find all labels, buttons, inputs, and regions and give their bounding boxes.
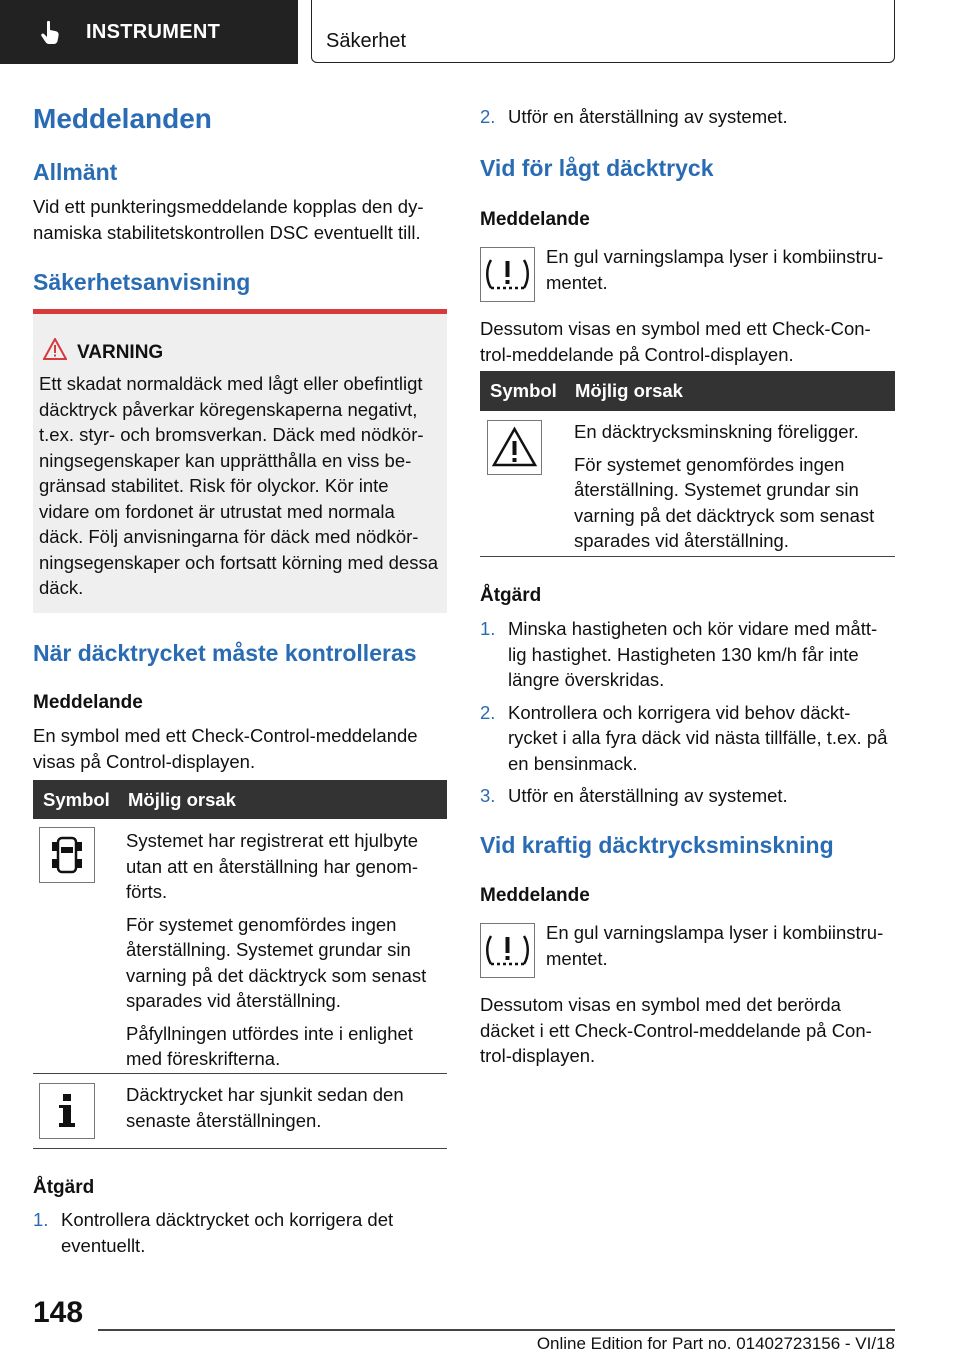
- warning-text: Ett skadat normaldäck med lågt eller obefintligt däcktryck påverkar köregenskaperna negativt, t.ex. styr- och bromsverkan. Däck med nödkör-ningsegenskaper kan upprätthålla en viss be-gränsad stabilitet. Risk för olyckor. Kör inte vidare om fordonet är utrustat med normala däck. Följ anvisningarna för däck med nödkör-ningsegenskaper och fortsatt körning med dessa däck.: [39, 373, 439, 598]
- cell-text: Systemet har registrerat ett hjulbyte utan att en återställning har genom-förts.: [126, 830, 419, 902]
- list-item: [480, 783, 895, 809]
- info-symbol: [39, 1083, 95, 1139]
- heading-kontroll: När däcktrycket måste kontrolleras: [33, 640, 417, 666]
- table-row-left-1: [126, 828, 444, 1079]
- heading-kraftig: Vid kraftig däcktrycksminskning: [480, 832, 834, 858]
- chapter-tab: [0, 0, 298, 64]
- list-item: [480, 616, 895, 693]
- lamp-text: En gul varningslampa lyser i kombiinstru-mentet.: [546, 246, 884, 293]
- car-tyres-icon: [40, 828, 94, 882]
- table-divider: [33, 1073, 447, 1074]
- section-header: [311, 0, 895, 63]
- table-row-right-1: [574, 419, 892, 561]
- step-number: 1.: [33, 1209, 49, 1230]
- cell-text: För systemet genomfördes ingen återställning. Systemet grundar sin varning på det däcktryck som senast sparades vid återställning.: [126, 913, 427, 1011]
- heading-meddelande-right-2: Meddelande: [480, 885, 590, 906]
- step-text: Minska hastigheten och kör vidare med mått-lig hastighet. Hastigheten 130 km/h får inte längre överskridas.: [508, 618, 878, 690]
- cell-text: Påfyllningen utfördes inte i enlighet med föreskrifterna.: [126, 1022, 413, 1069]
- step-number: 2.: [480, 106, 496, 127]
- allmant-text: Vid ett punkteringsmeddelande kopplas den dy-namiska stabilitetskontrollen DSC eventuellt till.: [33, 196, 424, 243]
- dessutom-text: Dessutom visas en symbol med ett Check-Con-trol-meddelande på Control-displayen.: [480, 318, 871, 365]
- steps-right-top: [480, 104, 895, 137]
- step-number: 2.: [480, 701, 496, 723]
- warning-title: VARNING: [77, 342, 164, 363]
- hand-pointer-icon: [38, 19, 64, 45]
- lamp-text-2: En gul varningslampa lyser i kombiinstru-mentet.: [546, 922, 884, 969]
- warning-triangle-icon: [488, 421, 541, 474]
- step-number: 3.: [480, 785, 496, 806]
- heading-atgard-right: Åtgärd: [480, 585, 542, 606]
- dessutom-text-2: Dessutom visas en symbol med det berörda däcket i ett Check-Control-meddelande på Con-trol-displayen.: [480, 994, 872, 1066]
- list-item: [480, 700, 895, 777]
- warning-triangle-icon: [43, 338, 67, 360]
- warning-box: [33, 309, 447, 613]
- col-orsak: Möjlig orsak: [575, 380, 683, 401]
- section-label: Säkerhet: [326, 30, 407, 52]
- step-text: Utför en återställning av systemet.: [508, 785, 788, 806]
- col-symbol: Symbol: [43, 788, 110, 810]
- table-row-left-2: [126, 1082, 444, 1140]
- warning-symbol: [487, 420, 542, 475]
- table-divider: [33, 1148, 447, 1149]
- table-header-left: [33, 780, 447, 819]
- page-number: 148: [33, 1296, 84, 1329]
- page-title: Meddelanden: [33, 103, 212, 134]
- footer-edition: Online Edition for Part no. 01402723156 - VI/18: [536, 1334, 895, 1353]
- meddelande-text-left: En symbol med ett Check-Control-meddelande visas på Control-displayen.: [33, 725, 418, 772]
- tyre-warning-lamp: [480, 247, 535, 302]
- list-item: [480, 104, 895, 130]
- wheel-change-symbol: [39, 827, 95, 883]
- table-divider: [480, 556, 895, 557]
- step-text: Utför en återställning av systemet.: [508, 106, 788, 127]
- col-symbol: Symbol: [490, 380, 557, 401]
- step-text: Kontrollera däcktrycket och korrigera det eventuellt.: [61, 1209, 394, 1256]
- heading-allmant: Allmänt: [33, 159, 118, 185]
- step-text: Kontrollera och korrigera vid behov däckt-rycket i alla fyra däck vid nästa tillfälle, t.ex. på en bensinmack.: [508, 701, 888, 774]
- step-number: 1.: [480, 618, 496, 639]
- table-header-right: [480, 371, 895, 411]
- info-icon: [40, 1084, 94, 1138]
- list-item: [33, 1207, 447, 1258]
- tyre-warning-lamp-2: [480, 923, 535, 978]
- col-orsak: Möjlig orsak: [128, 788, 236, 810]
- heading-lagt-tryck: Vid för lågt däcktryck: [480, 155, 714, 181]
- heading-atgard-left: Åtgärd: [33, 1177, 95, 1198]
- chapter-label: INSTRUMENT: [86, 20, 221, 43]
- heading-meddelande-right: Meddelande: [480, 209, 590, 230]
- steps-left: [33, 1207, 447, 1265]
- cell-text: Däcktrycket har sjunkit sedan den senaste återställningen.: [126, 1084, 404, 1131]
- tyre-pressure-icon: [481, 248, 534, 301]
- heading-sakerhetsanvisning: Säkerhetsanvisning: [33, 269, 251, 295]
- tyre-pressure-icon: [481, 924, 534, 977]
- cell-text: För systemet genomfördes ingen återställning. Systemet grundar sin varning på det däcktryck som senast sparades vid återställning.: [574, 453, 875, 551]
- heading-meddelande-left: Meddelande: [33, 692, 143, 713]
- steps-right: [480, 616, 895, 816]
- cell-text: En däcktrycksminskning föreligger.: [574, 421, 859, 442]
- footer-rule: [98, 1329, 895, 1331]
